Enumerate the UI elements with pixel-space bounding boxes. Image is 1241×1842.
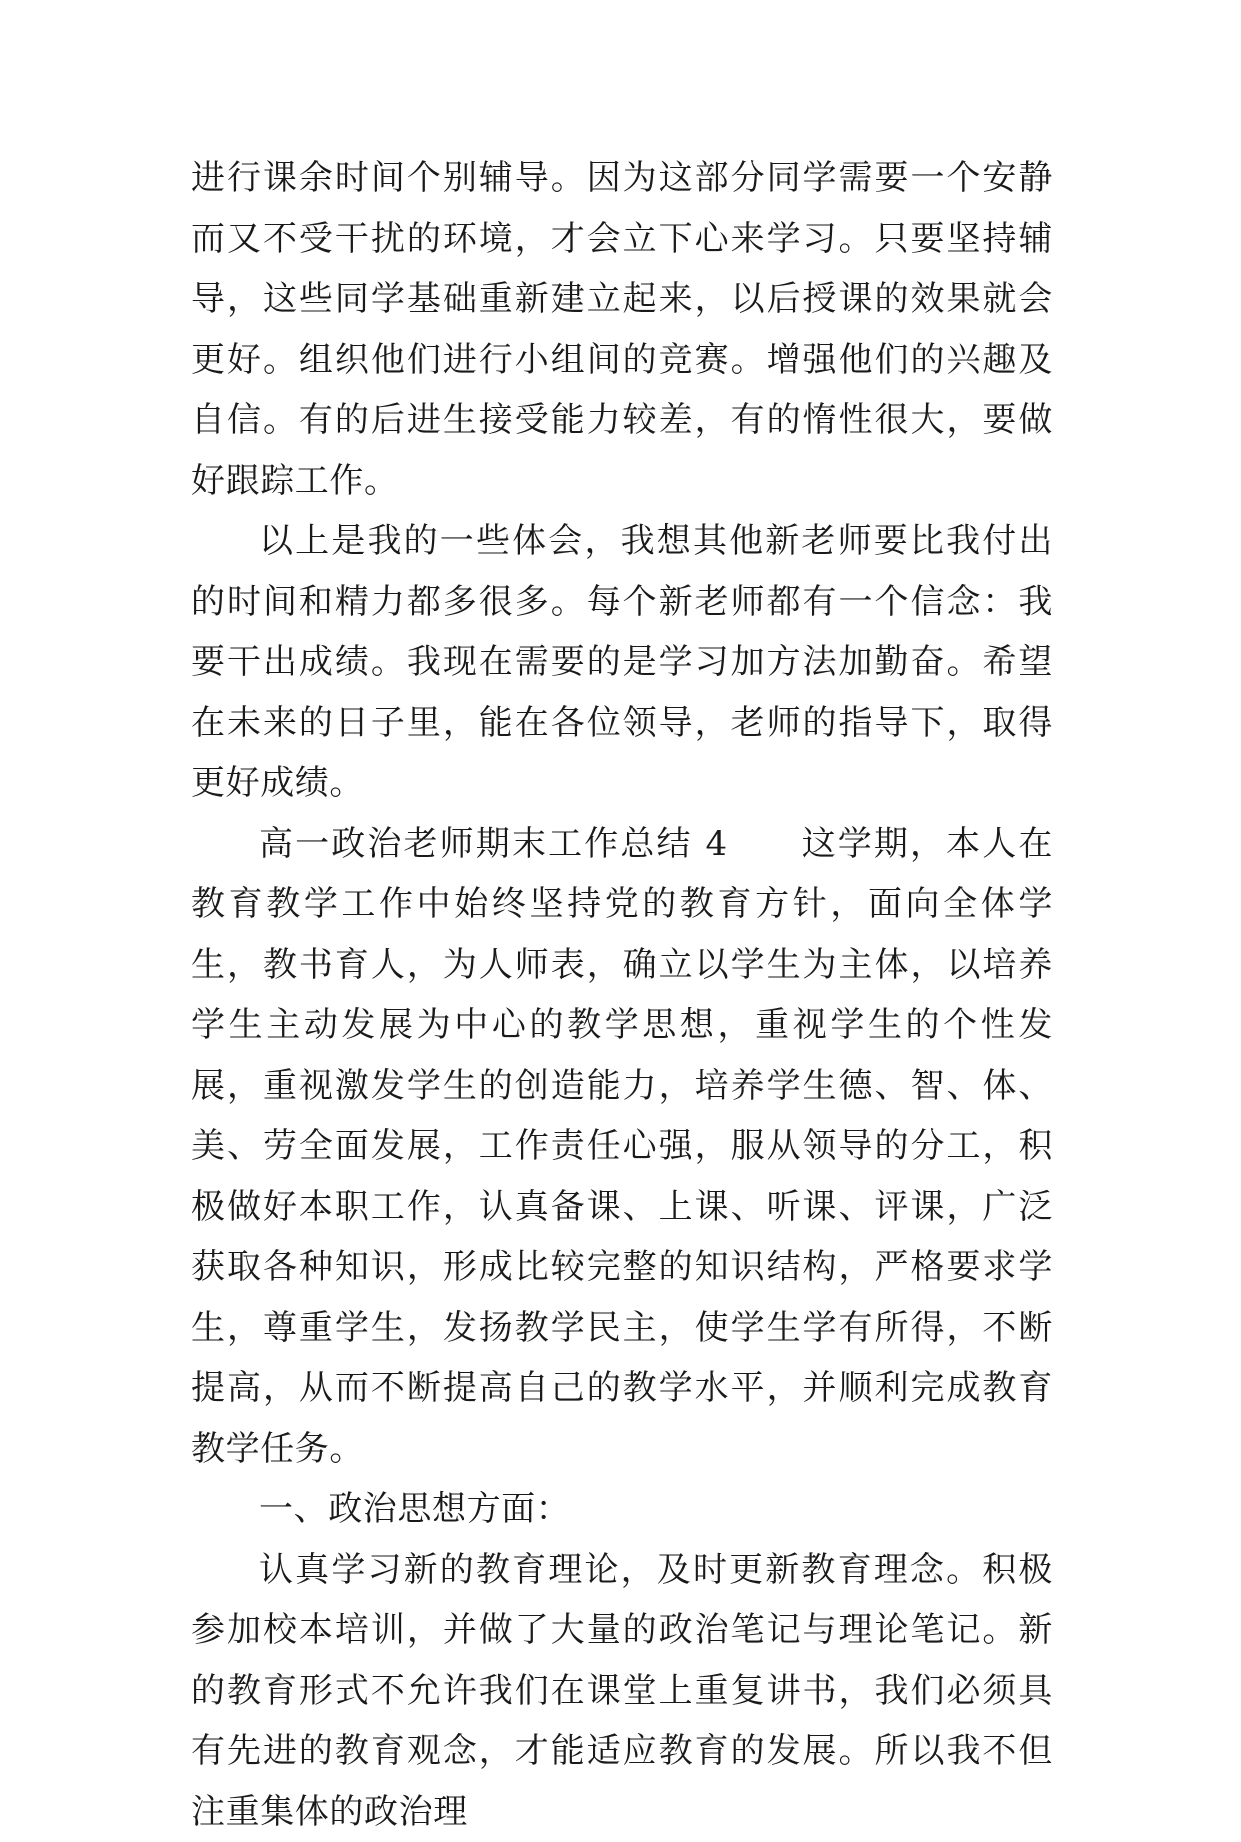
- paragraph-reflection: 以上是我的一些体会，我想其他新老师要比我付出的时间和精力都多很多。每个新老师都有一个信念：我要干出成绩。我现在需要的是学习加方法加勤奋。希望在未来的日子里，能在各位领导，老师的指导下，取得更好成绩。: [191, 511, 1053, 814]
- section-heading-political-thought: 一、政治思想方面：: [191, 1479, 1053, 1540]
- paragraph-tutoring: 进行课余时间个别辅导。因为这部分同学需要一个安静而又不受干扰的环境，才会立下心来学习。只要坚持辅导，这些同学基础重新建立起来，以后授课的效果就会更好。组织他们进行小组间的竞赛。增强他们的兴趣及自信。有的后进生接受能力较差，有的惰性很大，要做好跟踪工作。: [191, 148, 1053, 511]
- document-body: [191, 148, 1053, 1842]
- paragraph-summary-4: 高一政治老师期末工作总结 4 这学期，本人在教育教学工作中始终坚持党的教育方针，面向全体学生，教书育人，为人师表，确立以学生为主体，以培养学生主动发展为中心的教学思想，重视学生的个性发展，重视激发学生的创造能力，培养学生德、智、体、美、劳全面发展，工作责任心强，服从领导的分工，积极做好本职工作，认真备课、上课、听课、评课，广泛获取各种知识，形成比较完整的知识结构，严格要求学生，尊重学生，发扬教学民主，使学生学有所得，不断提高，从而不断提高自己的教学水平，并顺利完成教育教学任务。: [191, 814, 1053, 1480]
- paragraph-political-study: 认真学习新的教育理论，及时更新教育理念。积极参加校本培训，并做了大量的政治笔记与理论笔记。新的教育形式不允许我们在课堂上重复讲书，我们必须具有先进的教育观念，才能适应教育的发展。所以我不但注重集体的政治理: [191, 1540, 1053, 1842]
